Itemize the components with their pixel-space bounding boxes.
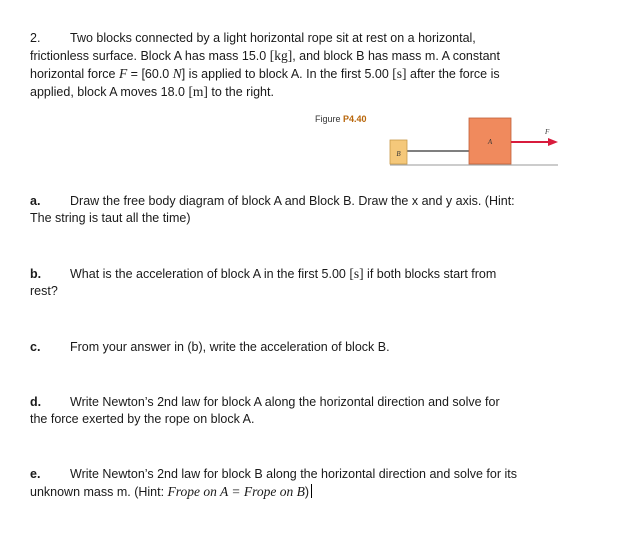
part-b: b. What is the acceleration of block A in the first 5.00 [s] if both blocks start from rest? [30, 266, 497, 298]
force-label: F [545, 128, 550, 136]
part-e-label: e. [30, 467, 41, 481]
figure-caption: Figure P4.40 [315, 114, 367, 124]
part-d: d. Write Newton’s 2nd law for block A along the horizontal direction and solve for the force exerted by the rope on block A. [30, 395, 500, 426]
question-2 [30, 30, 600, 101]
figure-p4-40 [312, 114, 572, 174]
force-arrow-head [548, 138, 558, 146]
block-a-label: A [487, 138, 493, 146]
question-line-1: 2. Two blocks connected by a light horizontal rope sit at rest on a horizontal, [30, 31, 476, 45]
part-e: e. Write Newton’s 2nd law for block B along the horizontal direction and solve for its unknown mass m. (Hint: Frope on A = Frope on B) [30, 467, 517, 499]
block-b-label: B [396, 150, 401, 158]
part-d-label: d. [30, 395, 42, 409]
question-number: 2. [30, 31, 41, 45]
question-line-2: frictionless surface. Block A has mass 15.0 [kg], and block B has mass m. A constant [30, 48, 500, 63]
part-b-label: b. [30, 267, 42, 281]
part-c-label: c. [30, 340, 41, 354]
text-cursor[interactable] [311, 484, 312, 498]
hint-equation: Frope on A = Frope on B [167, 484, 305, 499]
part-c: c. From your answer in (b), write the acceleration of block B. [30, 340, 390, 354]
part-a: a. Draw the free body diagram of block A and Block B. Draw the x and y axis. (Hint: The string is taut all the time) [30, 194, 515, 225]
question-line-3: horizontal force F = [60.0 N] is applied to block A. In the first 5.00 [s] after the force is [30, 66, 500, 81]
part-a-label: a. [30, 194, 41, 208]
figure-diagram [312, 114, 572, 174]
question-line-4: applied, block A moves 18.0 [m] to the right. [30, 84, 274, 99]
